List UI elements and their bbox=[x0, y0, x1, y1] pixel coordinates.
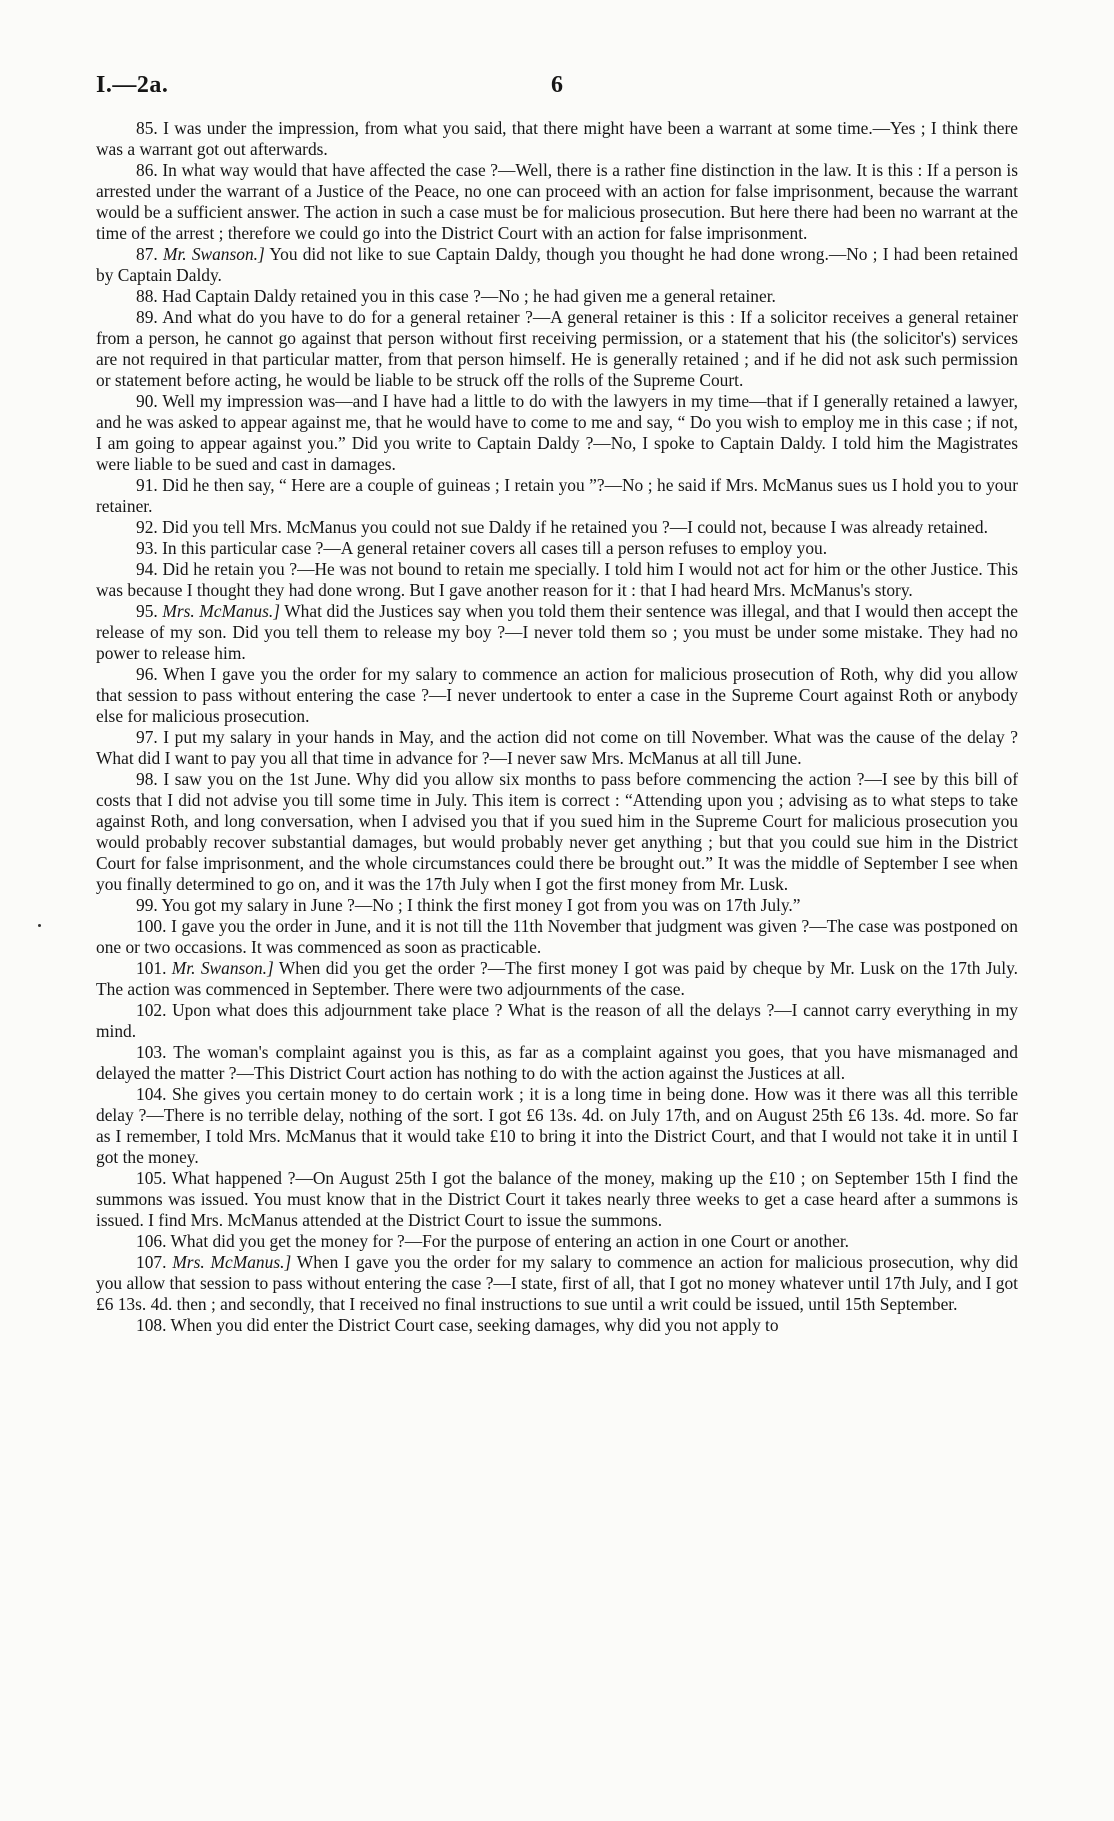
question-and-answer-text: When did you get the order ?—The first money I got was paid by cheque by Mr. Lusk on the 17th July. The action was commenced in September. There were two adjournments of the case. bbox=[96, 958, 1018, 999]
question-number: 92. bbox=[136, 517, 158, 537]
question-and-answer-text: What did you get the money for ?—For the purpose of entering an action in one Court or another. bbox=[170, 1231, 850, 1251]
question-paragraph bbox=[96, 391, 1018, 475]
question-number: 88. bbox=[136, 286, 158, 306]
question-paragraph bbox=[96, 1042, 1018, 1084]
question-number: 108. bbox=[136, 1315, 167, 1335]
question-and-answer-text: Did he retain you ?—He was not bound to retain me specially. I told him I would not act for him or the other Justice. This was because I thought they had done wrong. But I gave another reason for it : that I had heard Mrs. McManus's story. bbox=[96, 559, 1018, 600]
question-and-answer-text: I was under the impression, from what you said, that there might have been a warrant at some time.—Yes ; I think there was a warrant got out afterwards. bbox=[96, 118, 1018, 159]
question-paragraph bbox=[96, 664, 1018, 727]
question-and-answer-text: Well my impression was—and I have had a little to do with the lawyers in my time—that if I generally retained a lawyer, and he was asked to appear against me, that he would have to come to me and say, “ Do you wish to employ me in this case ; if not, I am going to appear against you.” Did you write to Captain Daldy ?—No, I spoke to Captain Daldy. I told him the Magistrates were liable to be sued and cast in damages. bbox=[96, 391, 1018, 474]
question-and-answer-text: And what do you have to do for a general retainer ?—A general retainer is this : If a solicitor receives a general retainer from a person, he cannot go against that person without first receiving permission, or a statement that his (the solicitor's) services are not required in that particular matter, from that person himself. He is generally retained ; and if he did not ask such permission or statement before acting, he would be liable to be struck off the rolls of the Supreme Court. bbox=[96, 307, 1018, 390]
speaker-label: Mr. Swanson.] bbox=[162, 244, 265, 264]
question-number: 86. bbox=[136, 160, 158, 180]
question-and-answer-text: The woman's complaint against you is this, as far as a complaint against you goes, that you have mismanaged and delayed the matter ?—This District Court action has nothing to do with the action against the Justices at all. bbox=[96, 1042, 1018, 1083]
question-number: 97. bbox=[136, 727, 158, 747]
margin-mark bbox=[38, 924, 41, 927]
page-header bbox=[96, 72, 1018, 106]
evidence-text bbox=[96, 118, 1018, 1336]
question-and-answer-text: Did you tell Mrs. McManus you could not sue Daldy if he retained you ?—I could not, because I was already retained. bbox=[162, 517, 988, 537]
question-and-answer-text: You got my salary in June ?—No ; I think the first money I got from you was on 17th July.” bbox=[161, 895, 801, 915]
question-paragraph bbox=[96, 1168, 1018, 1231]
question-paragraph bbox=[96, 916, 1018, 958]
question-number: 90. bbox=[136, 391, 158, 411]
question-number: 102. bbox=[136, 1000, 167, 1020]
page-number: 6 bbox=[551, 72, 563, 98]
question-number: 107. bbox=[136, 1252, 167, 1272]
question-number: 87. bbox=[136, 244, 158, 264]
question-and-answer-text: In what way would that have affected the case ?—Well, there is a rather fine distinction in the law. It is this : If a person is arrested under the warrant of a Justice of the Peace, no one can proceed with an action for false imprisonment, because the warrant would be a sufficient answer. The action in such a case must be for malicious prosecution. But here there had been no warrant at the time of the arrest ; therefore we could go into the District Court with an action for false imprisonment. bbox=[96, 160, 1018, 243]
question-and-answer-text: I saw you on the 1st June. Why did you allow six months to pass before commencing the action ?—I see by this bill of costs that I did not advise you till some time in July. This item is correct : “Attending upon you ; advising as to what steps to take against Roth, and long conversation, when I advised you that if you sued him in the Supreme Court for malicious prosecution you would probably recover substantial damages, but would probably never get anything ; but that you could sue him in the District Court for false imprisonment, and the whole circumstances could there be brought out.” It was the middle of September I see when you finally determined to go on, and it was the 17th July when I got the first money from Mr. Lusk. bbox=[96, 769, 1018, 894]
question-number: 103. bbox=[136, 1042, 167, 1062]
question-and-answer-text: What did the Justices say when you told them their sentence was illegal, and that I would then accept the release of my son. Did you tell them to release my boy ?—I never told them so ; you must be under some mistake. They had no power to release him. bbox=[96, 601, 1018, 663]
question-and-answer-text: When I gave you the order for my salary to commence an action for malicious prosecution, why did you allow that session to pass without entering the case ?—I state, first of all, that I got no money whatever until 17th July, and I got £6 13s. 4d. then ; and secondly, that I received no final instructions to sue until a writ could be issued, until 15th September. bbox=[96, 1252, 1018, 1314]
question-paragraph bbox=[96, 895, 1018, 916]
question-number: 93. bbox=[136, 538, 158, 558]
question-number: 96. bbox=[136, 664, 158, 684]
question-number: 106. bbox=[136, 1231, 167, 1251]
question-number: 105. bbox=[136, 1168, 167, 1188]
question-and-answer-text: In this particular case ?—A general retainer covers all cases till a person refuses to employ you. bbox=[162, 538, 828, 558]
question-paragraph bbox=[96, 1252, 1018, 1315]
question-paragraph bbox=[96, 517, 1018, 538]
question-paragraph bbox=[96, 244, 1018, 286]
question-and-answer-text: What happened ?—On August 25th I got the balance of the money, making up the £10 ; on September 15th I find the summons was issued. You must know that in the District Court it takes nearly three weeks to get a case heard after a summons is issued. I find Mrs. McManus attended at the District Court to issue the summons. bbox=[96, 1168, 1018, 1230]
question-paragraph bbox=[96, 1231, 1018, 1252]
question-and-answer-text: When you did enter the District Court case, seeking damages, why did you not apply to bbox=[170, 1315, 779, 1335]
question-paragraph bbox=[96, 1315, 1018, 1336]
speaker-label: Mrs. McManus.] bbox=[172, 1252, 292, 1272]
question-and-answer-text: She gives you certain money to do certain work ; it is a long time in being done. How was it there was all this terrible delay ?—There is no terrible delay, nothing of the sort. I got £6 13s. 4d. on July 17th, and on August 25th £6 13s. 4d. more. So far as I remember, I told Mrs. McManus that it would take £10 to bring it into the District Court, and that I would not take it in until I got the money. bbox=[96, 1084, 1018, 1167]
question-number: 100. bbox=[136, 916, 167, 936]
question-and-answer-text: I gave you the order in June, and it is not till the 11th November that judgment was given ?—The case was postponed on one or two occasions. It was commenced as soon as practicable. bbox=[96, 916, 1018, 957]
speaker-label: Mr. Swanson.] bbox=[171, 958, 274, 978]
question-and-answer-text: Had Captain Daldy retained you in this case ?—No ; he had given me a general retainer. bbox=[162, 286, 776, 306]
question-and-answer-text: Upon what does this adjournment take place ? What is the reason of all the delays ?—I cannot carry everything in my mind. bbox=[96, 1000, 1018, 1041]
question-paragraph bbox=[96, 769, 1018, 895]
question-paragraph bbox=[96, 307, 1018, 391]
question-paragraph bbox=[96, 160, 1018, 244]
question-paragraph bbox=[96, 559, 1018, 601]
question-paragraph bbox=[96, 727, 1018, 769]
question-number: 98. bbox=[136, 769, 158, 789]
question-and-answer-text: When I gave you the order for my salary to commence an action for malicious prosecution of Roth, why did you allow that session to pass without entering the case ?—I never undertook to enter a case in the Supreme Court against Roth or anybody else for malicious prosecution. bbox=[96, 664, 1018, 726]
question-paragraph bbox=[96, 286, 1018, 307]
question-number: 101. bbox=[136, 958, 167, 978]
question-number: 99. bbox=[136, 895, 158, 915]
question-paragraph bbox=[96, 475, 1018, 517]
question-and-answer-text: You did not like to sue Captain Daldy, though you thought he had done wrong.—No ; I had been retained by Captain Daldy. bbox=[96, 244, 1018, 285]
question-paragraph bbox=[96, 1000, 1018, 1042]
question-number: 104. bbox=[136, 1084, 167, 1104]
question-paragraph bbox=[96, 538, 1018, 559]
question-paragraph bbox=[96, 118, 1018, 160]
question-number: 95. bbox=[136, 601, 158, 621]
question-and-answer-text: Did he then say, “ Here are a couple of guineas ; I retain you ”?—No ; he said if Mrs. McManus sues us I hold you to your retainer. bbox=[96, 475, 1018, 516]
question-number: 91. bbox=[136, 475, 158, 495]
question-paragraph bbox=[96, 1084, 1018, 1168]
question-and-answer-text: I put my salary in your hands in May, and the action did not come on till November. What was the cause of the delay ? What did I want to pay you all that time in advance for ?—I never saw Mrs. McManus at all till June. bbox=[96, 727, 1018, 768]
question-paragraph bbox=[96, 958, 1018, 1000]
sessional-paper-reference: I.—2a. bbox=[96, 72, 169, 98]
question-number: 94. bbox=[136, 559, 158, 579]
question-paragraph bbox=[96, 601, 1018, 664]
question-number: 85. bbox=[136, 118, 158, 138]
speaker-label: Mrs. McManus.] bbox=[162, 601, 280, 621]
question-number: 89. bbox=[136, 307, 158, 327]
